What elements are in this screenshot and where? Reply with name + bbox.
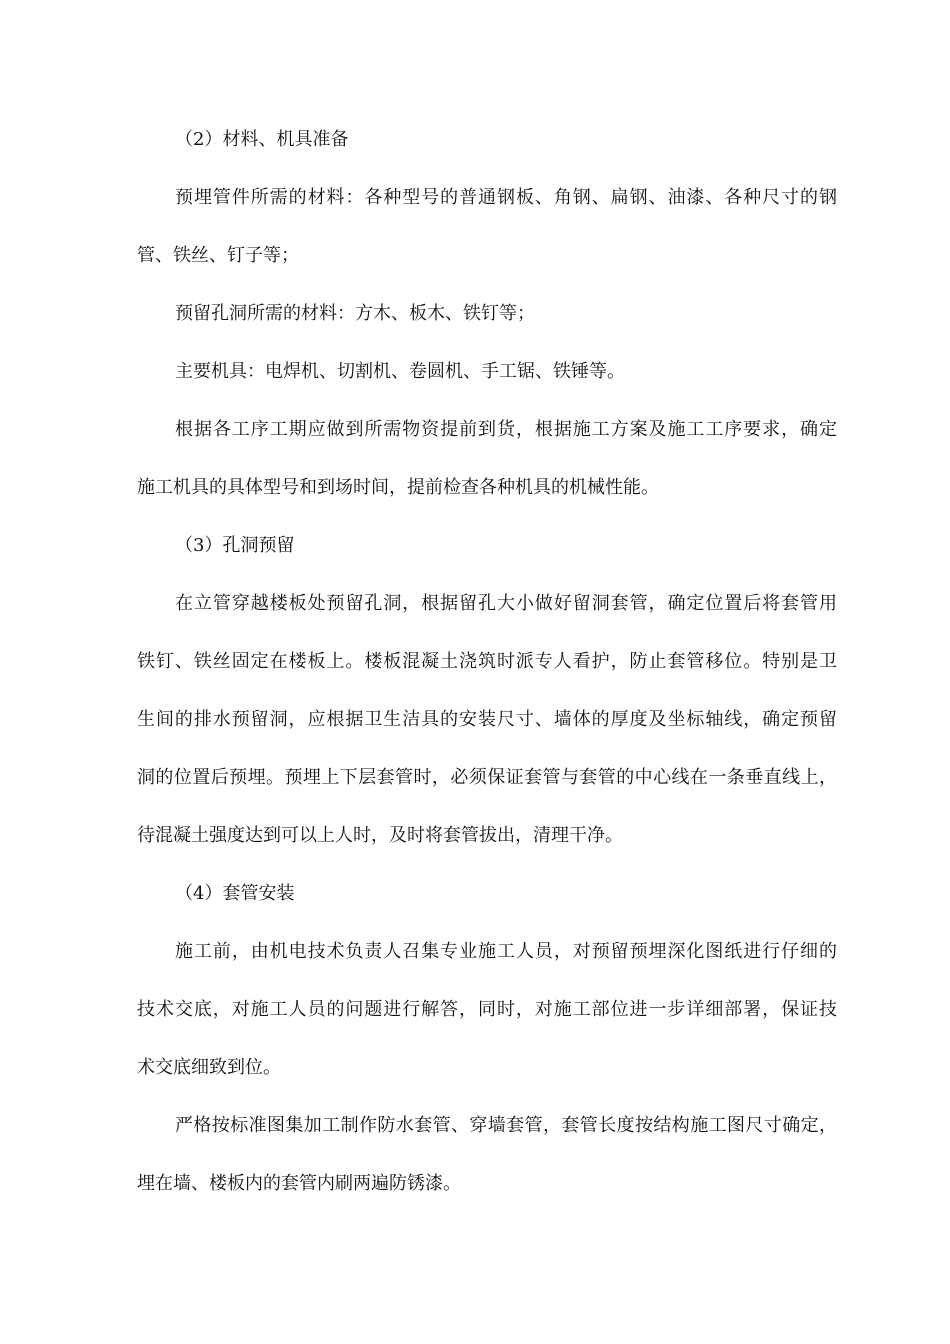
section-heading-materials: （2）材料、机具准备: [175, 129, 349, 150]
paragraph-line: 预埋管件所需的材料：各种型号的普通钢板、角钢、扁钢、油漆、各种尺寸的钢: [175, 187, 837, 208]
paragraph-line: 严格按标准图集加工制作防水套管、穿墙套管，套管长度按结构施工图尺寸确定，: [175, 1115, 837, 1136]
paragraph-line: 施工机具的具体型号和到场时间，提前检查各种机具的机械性能。: [137, 477, 659, 498]
paragraph-line: 铁钉、铁丝固定在楼板上。楼板混凝土浇筑时派专人看护，防止套管移位。特别是卫: [137, 651, 837, 672]
paragraph-line: 预留孔洞所需的材料：方木、板木、铁钉等；: [175, 303, 535, 324]
paragraph-line: 管、铁丝、钉子等；: [137, 245, 299, 266]
section-heading-sleeves: （4）套管安装: [175, 883, 295, 904]
paragraph-line: 术交底细致到位。: [137, 1057, 281, 1078]
paragraph-line: 生间的排水预留洞，应根据卫生洁具的安装尺寸、墙体的厚度及坐标轴线，确定预留: [137, 709, 837, 730]
paragraph-line: 待混凝土强度达到可以上人时，及时将套管拔出，清理干净。: [137, 825, 623, 846]
paragraph-line: 洞的位置后预埋。预埋上下层套管时，必须保证套管与套管的中心线在一条垂直线上，: [137, 767, 837, 788]
paragraph-line: 根据各工序工期应做到所需物资提前到货，根据施工方案及施工工序要求，确定: [175, 419, 837, 440]
paragraph-line: 在立管穿越楼板处预留孔洞，根据留孔大小做好留洞套管，确定位置后将套管用: [175, 593, 837, 614]
paragraph-line: 技术交底，对施工人员的问题进行解答，同时，对施工部位进一步详细部署，保证技: [137, 999, 837, 1020]
section-heading-holes: （3）孔洞预留: [175, 535, 295, 556]
paragraph-line: 主要机具：电焊机、切割机、卷圆机、手工锯、铁锤等。: [175, 361, 625, 382]
paragraph-line: 埋在墙、楼板内的套管内刷两遍防锈漆。: [137, 1173, 461, 1194]
paragraph-line: 施工前，由机电技术负责人召集专业施工人员，对预留预埋深化图纸进行仔细的: [175, 941, 837, 962]
